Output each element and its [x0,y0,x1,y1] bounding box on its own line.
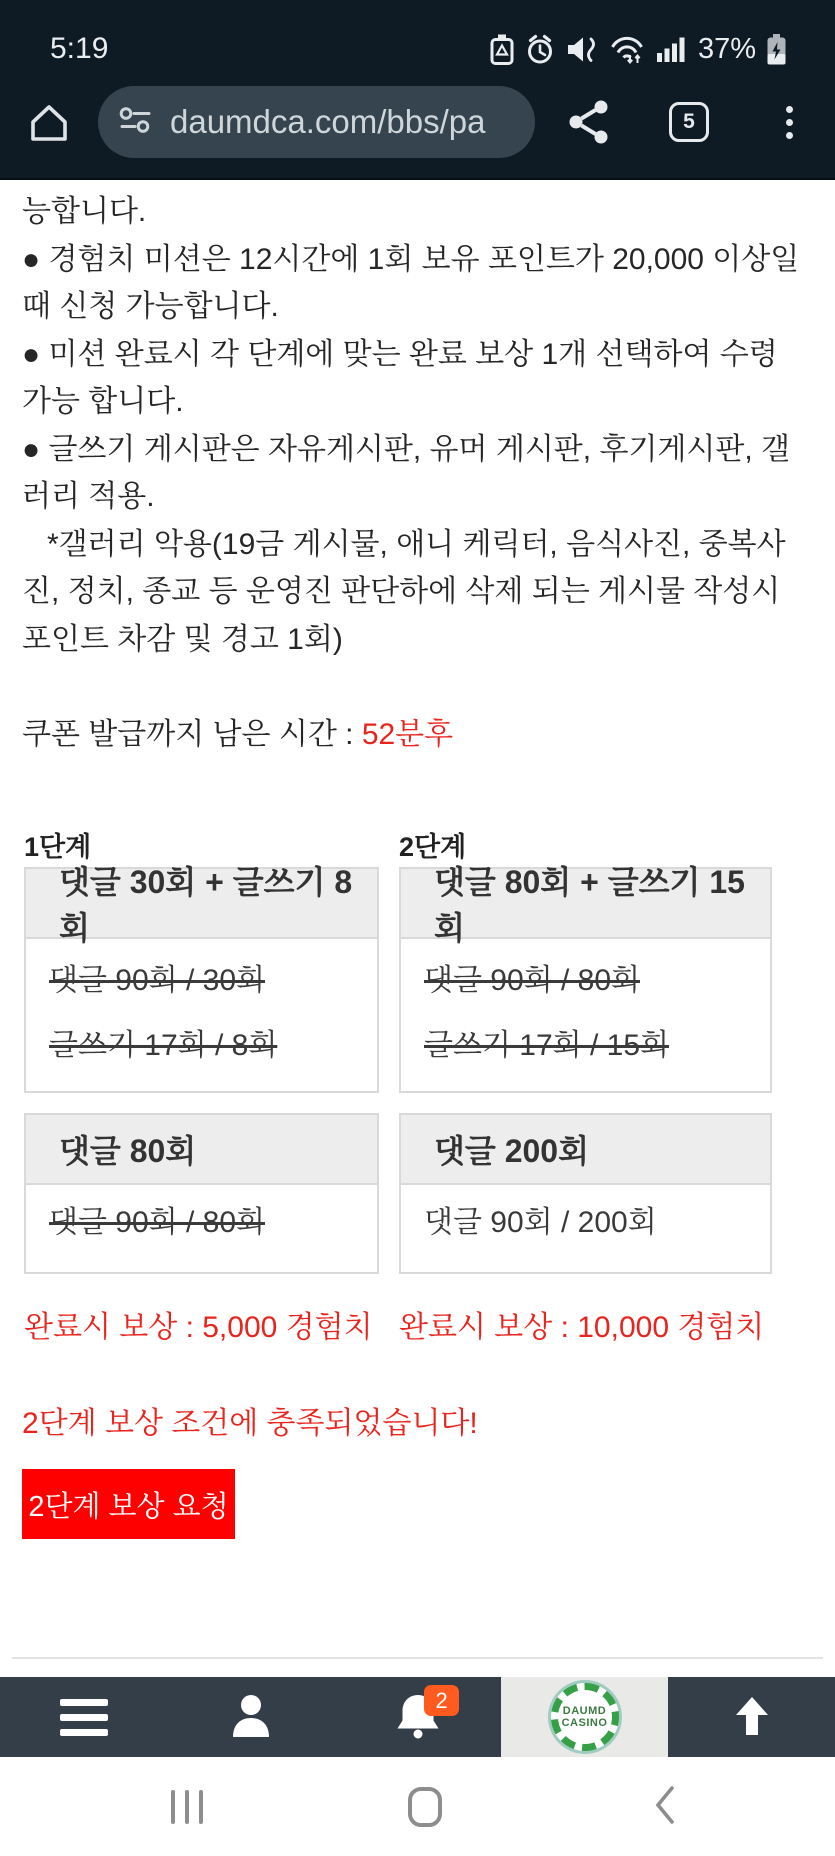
tab-count: 5 [669,102,709,142]
mission-stages [24,825,813,1346]
menu-button[interactable] [777,100,801,144]
notice-line: ● 글쓰기 게시판은 자유게시판, 유머 게시판, 후기게시판, 갤러리 적용. [22,432,791,513]
mission-card-title: 댓글 80회 [26,1115,377,1185]
home-icon [408,1787,442,1827]
page-content [0,182,835,1539]
mission-card [24,1113,379,1274]
stage-2-label: 2단계 [399,832,467,862]
status-time: 5:19 [50,32,109,65]
status-bar [0,0,835,66]
mission-card-title: 댓글 200회 [401,1115,770,1185]
mission-progress: 글쓰기 17회 / 8회 [49,1029,278,1062]
mission-card [24,864,379,1093]
status-icons [490,33,787,66]
android-recents-button[interactable] [152,1757,222,1856]
stage-1-reward: 완료시 보상 : 5,000 경험치 [24,1311,373,1344]
mission-card [399,864,772,1093]
mission-progress: 글쓰기 17회 / 15회 [424,1029,669,1062]
daumd-casino-logo [551,1683,619,1751]
stage-complete-message: 2단계 보상 조건에 충족되었습니다! [22,1407,478,1440]
notice-line: *갤러리 악용(19금 게시물, 애니 케릭터, 음식사진, 중복사진, 정치, 종교 등 운영진 판단하에 삭제 되는 게시물 작성시 포인트 차감 및 경고 1회) [22,527,786,656]
mission-card-title: 댓글 80회 + 글쓰기 15회 [401,869,770,939]
hamburger-icon [60,1699,108,1736]
page-divider [12,1657,823,1659]
notice-line: ● 경험치 미션은 12시간에 1회 보유 포인트가 20,000 이상일때 신청 가능합니다. [22,242,800,323]
mission-progress: 댓글 90회 / 200회 [424,1206,657,1239]
nav-scroll-top-button[interactable] [668,1677,835,1757]
android-home-button[interactable] [390,1757,460,1856]
coupon-countdown-label: 쿠폰 발급까지 남은 시간 : [22,718,362,751]
wifi-icon [609,34,646,65]
url-text: daumdca.com/bbs/pa [170,103,486,140]
battery-charging-icon [766,33,787,66]
notice-line: ● 미션 완료시 각 단계에 맞는 완료 보상 1개 선택하여 수령 가능 합니다. [22,337,778,418]
mission-progress: 댓글 90회 / 30회 [49,964,265,997]
nav-menu-button[interactable] [0,1677,167,1757]
url-bar[interactable] [98,86,535,158]
recents-icon [171,1790,175,1824]
person-icon [224,1689,278,1746]
mission-progress: 댓글 90회 / 80회 [49,1206,265,1239]
notification-badge: 2 [424,1685,459,1716]
site-bottom-nav [0,1677,835,1757]
battery-saver-icon [490,34,514,65]
mission-card [399,1113,772,1274]
mission-card-title: 댓글 30회 + 글쓰기 8회 [26,869,377,939]
android-nav-bar [0,1757,835,1856]
logo-text-line2: CASINO [561,1717,608,1729]
stage-1-label: 1단계 [24,832,92,862]
android-back-button[interactable] [630,1757,700,1856]
browser-home-button[interactable] [26,99,72,145]
browser-toolbar [0,66,835,178]
stage-2-reward: 완료시 보상 : 10,000 경험치 [399,1311,765,1344]
site-settings-icon [118,104,154,141]
nav-casino-logo-button[interactable] [501,1677,668,1757]
notice-line: 능합니다. [22,195,147,228]
stage-1-column [24,825,379,1346]
stage2-reward-request-button[interactable]: 2단계 보상 요청 [22,1469,235,1539]
coupon-countdown [22,717,813,753]
coupon-countdown-value: 52분후 [361,718,454,751]
battery-percent: 37% [697,33,756,65]
mission-progress: 댓글 90회 / 80회 [424,964,640,997]
alarm-icon [524,34,556,65]
share-button[interactable] [567,98,611,146]
browser-chrome [0,0,835,180]
logo-text-line1: DAUMD [562,1705,607,1717]
back-chevron-icon [653,1784,677,1829]
mute-vibrate-icon [566,34,599,65]
nav-notifications-button[interactable] [334,1677,501,1757]
tabs-button[interactable] [669,102,709,142]
arrow-up-icon [727,1691,777,1744]
nav-profile-button[interactable] [167,1677,334,1757]
signal-icon [656,34,686,65]
stage-2-column [399,825,772,1346]
